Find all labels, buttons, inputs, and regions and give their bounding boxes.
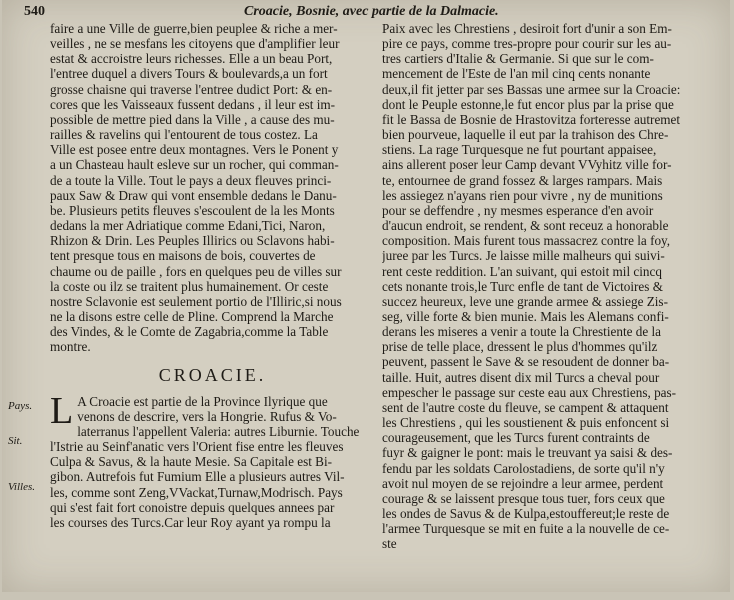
text-line: fuyr & gaigner le pont: mais le treuvant ya saisi & des- [382,445,673,461]
text-line: ains allerent poser leur Camp devant VVyhitz ville for- [382,157,672,173]
text-line: succez heureux, leve une grande armee & assiege Zis- [382,293,668,309]
text-line: d'aucun endroit, se rendent, & sont receuz a honorable [382,218,669,234]
text-line: fit le Bassa de Bosnie de Hrastovitza forteresse autremet [382,111,681,127]
text-line: pour se deffendre , ny mesmes esperance d'en avoir [382,202,654,218]
text-line: paux Saw & Draw qui vont ensemble dedans le Danu- [50,187,337,203]
margin-note-sit: Sit. [8,435,23,447]
text-line: de a toute la Ville. Tout le pays a deux fleuves princi- [50,172,332,188]
text-line: montre. [50,339,91,355]
right-column [382,21,717,551]
text-line: a un Chasteau hault esleve sur un rocher, qui comman- [50,157,339,173]
text-line: empescher le passage sur ceste eau aux Chrestiens, pas- [382,384,677,400]
text-line: fendu par les soldats Carolostadiens, de sorte qu'il n'y [382,460,665,476]
text-line: be. Plusieurs petits fleuves s'escoulent de la les Monts [50,202,335,218]
text-line: sent de l'autre coste du fleuve, se campent & attaquent [382,399,669,415]
text-line: des Vindes, & le Comte de Zagabria,comme la Table [50,324,329,340]
text-line: avoit nul moyen de se rejoindre a leur armee, perdent [382,475,664,491]
text-line: composition. Mais furent tous massacrez contre la foy, [382,233,671,249]
text-line: mencement de l'Este de l'an mil cinq cents nonante [382,66,651,82]
text-line: les courses des Turcs.Car leur Roy ayant ya rompu la [50,514,331,530]
text-line: juree par les Turcs. Je laisse mille malheurs qui suivi- [382,248,665,264]
text-line: les ondes de Savus & de Kulpa,estouffereut;le reste de [382,506,670,521]
text-line: l'armee Turquesque se mit en fuite a la nouvelle de ce- [382,521,670,537]
text-line: possible de mettre pied dans la Ville , a cause des mu- [50,111,335,127]
page-number: 540 [24,4,45,19]
text-line: nostre Sclavonie est seulement portio de l'Illiric,si nous [50,293,342,309]
text-line: les, comme sont Zeng,VVackat,Turnaw,Modrisch. Pays [50,484,343,500]
text-line: l'entree duquel a divers Tours & boulevards,a un fort [50,66,328,82]
text-line: cores que les Vaisseaux fussent dedans , il leur est im- [50,96,336,112]
running-title: Croacie, Bosnie, avec partie de la Dalmacie. [244,4,499,19]
text-line: les assiegez n'ayans rien pour vivre , ny de munitions [382,187,663,203]
text-line: ste [382,536,397,552]
text-line: stiens. La rage Turquesque ne fut pourtant appaisee, [382,142,657,158]
margin-note-villes: Villes. [8,481,35,493]
text-line: courageusement, que les Turcs furent contraints de [382,430,650,446]
text-line: Paix avec les Chrestiens , desiroit fort d'unir a son Em- [382,21,672,36]
right-paragraph [382,21,717,551]
text-line: dedans la mer Adriatique comme Edani,Tici, Naron, [50,218,326,234]
text-line: faire a une Ville de guerre,bien peuplee & riche a mer- [50,21,338,36]
drop-cap: L [50,389,74,432]
text-line: Rhizon & Drin. Les Peuples Illirics ou Sclavons habi- [50,233,335,249]
text-line: dont le Peuple estonne,le fut encor plus par la prise que [382,96,674,112]
text-line: les Chrestiens , qui les soustienent & puis enfoncent si [382,415,670,431]
text-line: prise de telle place, dressent le plus d'hommes qu'ilz [382,339,658,355]
text-line: l'Istrie au Seinf'anatic vers l'Orient fise entre les fleuves [50,439,344,455]
page-header [24,2,714,22]
text-line: Ville est posee entre deux montagnes. Vers le Ponent y [50,142,339,158]
text-line: la coste ou ilz se traitent plus humainement. Or ceste [50,278,329,294]
left-column [50,21,375,530]
left-paragraph-dalmatia [50,21,375,354]
text-line: rent ceste reddition. L'an suivant, qui estoit mil cincq [382,263,662,279]
text-line: derans les miseres a venir a toute la Chrestiente de la [382,324,662,340]
text-line: pire ce pays, comme tres-propre pour courir sur les au- [382,36,672,52]
text-line: chaume ou de paille , fors en quelques peu de villes sur [50,263,342,279]
text-line: veilles , ne se mesfans les citoyens que d'amplifier leur [50,36,340,52]
text-line: qui s'est fait fort conoistre depuis quelques annees par [50,499,335,515]
left-paragraph-croacie [50,389,375,530]
text-line: te, entournee de grand fossez & larges rampars. Mais [382,172,663,188]
text-line: tres cartiers d'Italie & Germanie. Si que sur le com- [382,51,654,67]
text-line: grosse chaisne qui traverse l'entree dudict Port: & en- [50,81,333,97]
text-line: seg, ville forte & bien munie. Mais les Alemans confi- [382,308,669,324]
text-line: railles & ravelins qui l'entourent de tous costez. La [50,127,318,143]
text-line: peuvent, passent le Save & se resoudent de donner ba- [382,354,670,370]
text-line: laterranus l'appellent Valeria: autres Liburnie. Touche [77,423,360,439]
text-line: estat & accroistre leurs richesses. Elle a un beau Port, [50,51,333,67]
text-line: cets nonante trois,le Turc enfle de tant de Victoires & [382,278,663,294]
text-line: bien pourveue, laquelle il eut par la trahison des Chre- [382,127,669,143]
text-line: gibon. Autrefois fut Fumium Elle a plusieurs autres Vil- [50,469,345,485]
book-page [2,0,730,592]
text-line: ne la disons estre celle de Pline. Comprend la Marche [50,308,334,324]
text-line: tent presque tous en maisons de bois, couvertes de [50,248,316,264]
text-line: A Croacie est partie de la Province Ilyrique que [77,393,328,409]
margin-note-pays: Pays. [8,400,33,412]
text-line: courage & se laissent presque tous tuer, fors ceux que [382,490,665,506]
section-heading-croacie: CROACIE. [158,365,267,386]
text-line: Culpa & Savus, & la haute Mesie. Sa Capitale est Bi- [50,454,333,470]
text-line: taille. Huit, autres disent dix mil Turcs a cheval pour [382,369,660,385]
text-line: venons de descrire, vers la Hongrie. Rufus & Vo- [77,408,337,424]
text-line: deux,il fit jetter par ses Bassas une armee sur la Croacie: [382,81,681,97]
